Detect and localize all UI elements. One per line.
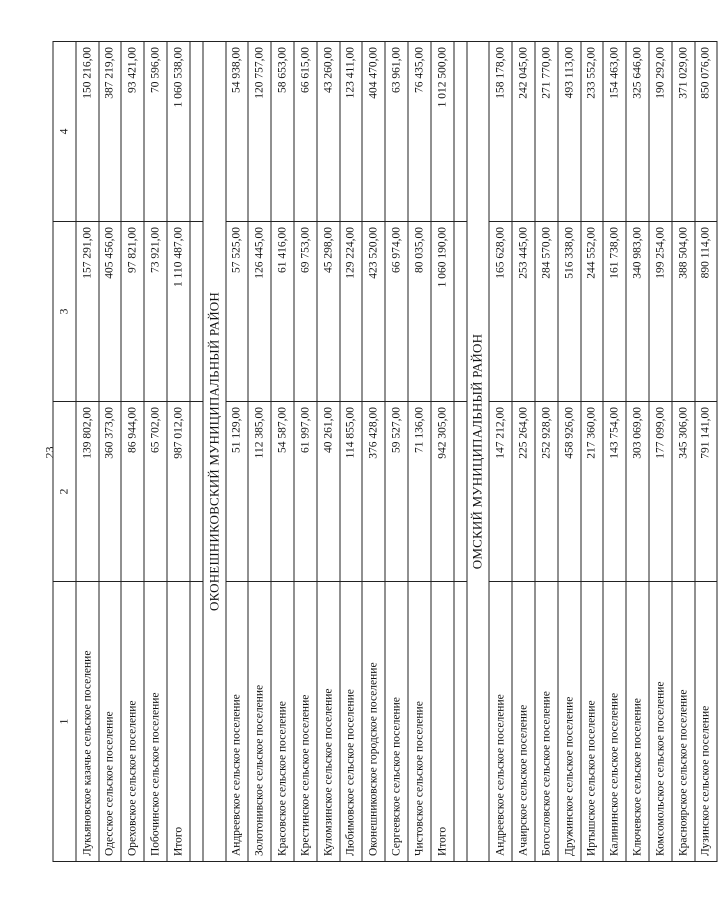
value-col-2: 86 944,00 [121, 402, 144, 582]
table-row [144, 42, 167, 862]
table-row [385, 42, 408, 862]
value-col-4: 242 045,00 [512, 42, 535, 222]
table-row [294, 42, 317, 862]
settlement-name: Крестинское сельское поселение [294, 582, 317, 862]
table-row [695, 42, 718, 862]
table-row [317, 42, 340, 862]
value-col-2: 987 012,00 [167, 402, 190, 582]
table-row [167, 42, 190, 862]
value-col-4: 43 260,00 [317, 42, 340, 222]
settlement-name: Любимовское сельское поселение [340, 582, 363, 862]
value-col-4: 493 113,00 [558, 42, 581, 222]
spacer-cell [454, 582, 467, 862]
section-title-row [203, 42, 226, 862]
settlement-name: Комсомольское сельское поселение [649, 582, 672, 862]
settlement-name: Ачаирское сельское поселение [512, 582, 535, 862]
header-col-2: 2 [53, 402, 76, 582]
value-col-2: 458 926,00 [558, 402, 581, 582]
value-col-4: 233 552,00 [581, 42, 604, 222]
value-col-2: 252 928,00 [535, 402, 558, 582]
value-col-3: 161 738,00 [603, 222, 626, 402]
spacer-row [190, 42, 203, 862]
table-row [581, 42, 604, 862]
value-col-4: 63 961,00 [385, 42, 408, 222]
spacer-cell [190, 222, 203, 402]
value-col-4: 76 435,00 [408, 42, 431, 222]
value-col-2: 114 855,00 [340, 402, 363, 582]
settlement-name: Лузинское сельское поселение [695, 582, 718, 862]
table-row [76, 42, 99, 862]
value-col-3: 45 298,00 [317, 222, 340, 402]
table-row [121, 42, 144, 862]
value-col-4: 271 770,00 [535, 42, 558, 222]
value-col-3: 890 114,00 [695, 222, 718, 402]
value-col-3: 126 445,00 [248, 222, 271, 402]
value-col-4: 1 012 500,00 [431, 42, 454, 222]
settlement-name: Куломзинское сельское поселение [317, 582, 340, 862]
value-col-2: 360 373,00 [99, 402, 122, 582]
header-col-3: 3 [53, 222, 76, 402]
value-col-3: 61 416,00 [271, 222, 294, 402]
settlement-name: Чистовское сельское поселение [408, 582, 431, 862]
settlement-name: Дружинское сельское поселение [558, 582, 581, 862]
table-row [362, 42, 385, 862]
value-col-2: 147 212,00 [489, 402, 512, 582]
value-col-3: 165 628,00 [489, 222, 512, 402]
settlement-name: Красноярское сельское поселение [672, 582, 695, 862]
value-col-3: 516 338,00 [558, 222, 581, 402]
value-col-3: 157 291,00 [76, 222, 99, 402]
value-col-4: 150 216,00 [76, 42, 99, 222]
budget-table-sheet [53, 42, 712, 862]
value-col-2: 791 141,00 [695, 402, 718, 582]
value-col-3: 73 921,00 [144, 222, 167, 402]
value-col-3: 284 570,00 [535, 222, 558, 402]
settlement-name: Красовское сельское поселение [271, 582, 294, 862]
value-col-3: 388 504,00 [672, 222, 695, 402]
value-col-3: 97 821,00 [121, 222, 144, 402]
value-col-2: 139 802,00 [76, 402, 99, 582]
value-col-2: 942 305,00 [431, 402, 454, 582]
settlement-name: Ореховское сельское поселение [121, 582, 144, 862]
value-col-2: 303 069,00 [626, 402, 649, 582]
value-col-4: 387 219,00 [99, 42, 122, 222]
settlement-name: Золотонивское сельское поселение [248, 582, 271, 862]
value-col-4: 158 178,00 [489, 42, 512, 222]
table-row [431, 42, 454, 862]
table-row [603, 42, 626, 862]
table-row [248, 42, 271, 862]
table-row [512, 42, 535, 862]
table-row [340, 42, 363, 862]
settlement-name: Итого [431, 582, 454, 862]
value-col-4: 190 292,00 [649, 42, 672, 222]
table-body [53, 42, 717, 862]
value-col-2: 51 129,00 [226, 402, 249, 582]
value-col-2: 345 306,00 [672, 402, 695, 582]
value-col-2: 59 527,00 [385, 402, 408, 582]
settlement-name: Лукьяновское казачье сельское поселение [76, 582, 99, 862]
table-row [672, 42, 695, 862]
value-col-2: 40 261,00 [317, 402, 340, 582]
table-row [226, 42, 249, 862]
header-col-4: 4 [53, 42, 76, 222]
spacer-cell [454, 402, 467, 582]
value-col-4: 325 646,00 [626, 42, 649, 222]
header-col-1: 1 [53, 582, 76, 862]
settlement-name: Иртышское сельское поселение [581, 582, 604, 862]
value-col-2: 177 099,00 [649, 402, 672, 582]
page-number: 23 [42, 446, 57, 459]
table-row [271, 42, 294, 862]
settlement-name: Сергеевское сельское поселение [385, 582, 408, 862]
section-title-row [467, 42, 490, 862]
value-col-4: 120 757,00 [248, 42, 271, 222]
value-col-3: 1 110 487,00 [167, 222, 190, 402]
budget-table [53, 41, 718, 862]
table-row [408, 42, 431, 862]
settlement-name: Итого [167, 582, 190, 862]
value-col-3: 244 552,00 [581, 222, 604, 402]
value-col-4: 850 076,00 [695, 42, 718, 222]
spacer-cell [190, 582, 203, 862]
value-col-3: 80 035,00 [408, 222, 431, 402]
settlement-name: Ключевское сельское поселение [626, 582, 649, 862]
value-col-4: 58 653,00 [271, 42, 294, 222]
value-col-3: 199 254,00 [649, 222, 672, 402]
table-row [558, 42, 581, 862]
value-col-2: 65 702,00 [144, 402, 167, 582]
settlement-name: Калининское сельское поселение [603, 582, 626, 862]
value-col-4: 371 029,00 [672, 42, 695, 222]
value-col-3: 423 520,00 [362, 222, 385, 402]
table-row [535, 42, 558, 862]
table-row [489, 42, 512, 862]
settlement-name: Побочинское сельское поселение [144, 582, 167, 862]
section-title: ОКОНЕШНИКОВСКИЙ МУНИЦИПАЛЬНЫЙ РАЙОН [203, 42, 226, 862]
spacer-cell [190, 402, 203, 582]
spacer-row [454, 42, 467, 862]
value-col-3: 69 753,00 [294, 222, 317, 402]
value-col-2: 61 997,00 [294, 402, 317, 582]
spacer-cell [454, 222, 467, 402]
value-col-4: 66 615,00 [294, 42, 317, 222]
settlement-name: Богословское сельское поселение [535, 582, 558, 862]
value-col-4: 93 421,00 [121, 42, 144, 222]
value-col-3: 1 060 190,00 [431, 222, 454, 402]
value-col-2: 71 136,00 [408, 402, 431, 582]
settlement-name: Оконешниковское городское поселение [362, 582, 385, 862]
value-col-2: 143 754,00 [603, 402, 626, 582]
value-col-3: 253 445,00 [512, 222, 535, 402]
value-col-2: 54 587,00 [271, 402, 294, 582]
value-col-4: 123 411,00 [340, 42, 363, 222]
spacer-cell [454, 42, 467, 222]
table-row [649, 42, 672, 862]
value-col-2: 112 385,00 [248, 402, 271, 582]
value-col-2: 217 360,00 [581, 402, 604, 582]
settlement-name: Андреевское сельское поселение [226, 582, 249, 862]
value-col-3: 405 456,00 [99, 222, 122, 402]
settlement-name: Андреевское сельское поселение [489, 582, 512, 862]
value-col-3: 340 983,00 [626, 222, 649, 402]
value-col-4: 154 463,00 [603, 42, 626, 222]
value-col-3: 129 224,00 [340, 222, 363, 402]
table-row [99, 42, 122, 862]
table-row [626, 42, 649, 862]
value-col-4: 1 060 538,00 [167, 42, 190, 222]
value-col-3: 57 525,00 [226, 222, 249, 402]
value-col-4: 54 938,00 [226, 42, 249, 222]
value-col-4: 70 596,00 [144, 42, 167, 222]
value-col-3: 66 974,00 [385, 222, 408, 402]
value-col-2: 376 428,00 [362, 402, 385, 582]
section-title: ОМСКИЙ МУНИЦИПАЛЬНЫЙ РАЙОН [467, 42, 490, 862]
settlement-name: Одесское сельское поселение [99, 582, 122, 862]
value-col-4: 404 470,00 [362, 42, 385, 222]
header-row [53, 42, 76, 862]
value-col-2: 225 264,00 [512, 402, 535, 582]
spacer-cell [190, 42, 203, 222]
